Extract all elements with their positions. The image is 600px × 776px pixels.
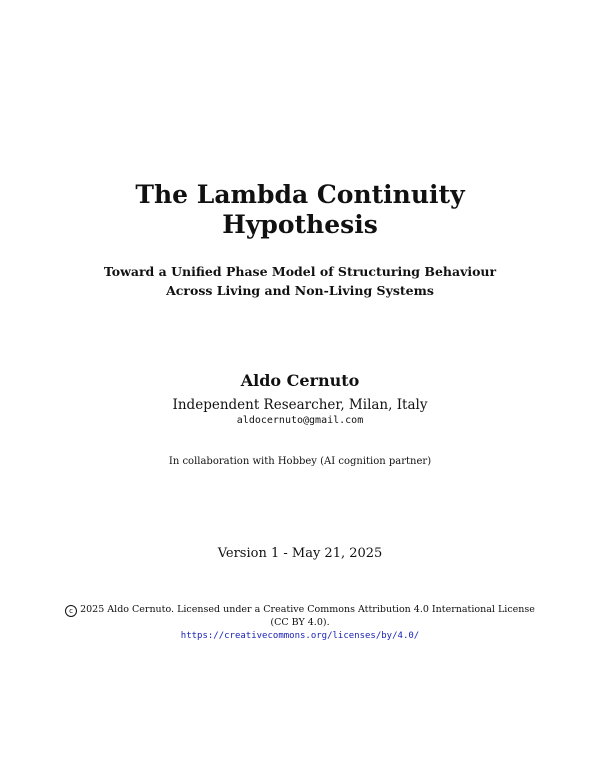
- paper-title-line-1: The Lambda Continuity: [135, 180, 465, 209]
- author-email: aldocernuto@gmail.com: [236, 415, 364, 426]
- paper-title: [0, 180, 600, 240]
- author-affiliation: Independent Researcher, Milan, Italy: [172, 397, 428, 413]
- paper-subtitle-line-1: Toward a Unified Phase Model of Structuring Behaviour: [103, 264, 497, 279]
- copyright-icon: c: [65, 605, 77, 617]
- paper-subtitle: [0, 262, 600, 300]
- collaboration-note: In collaboration with Hobbey (AI cognition partner): [168, 456, 432, 467]
- license-url-link[interactable]: https://creativecommons.org/licenses/by/4.0/: [180, 630, 420, 641]
- license-notice: [0, 604, 600, 642]
- paper-subtitle-line-2: Across Living and Non-Living Systems: [166, 283, 434, 298]
- author-name: Aldo Cernuto: [240, 371, 360, 390]
- license-line-2: (CC BY 4.0).: [270, 617, 330, 628]
- license-line-1: [0, 604, 600, 617]
- license-text: 2025 Aldo Cernuto. Licensed under a Creative Commons Attribution 4.0 International License: [80, 604, 535, 615]
- version-date: Version 1 - May 21, 2025: [217, 546, 383, 561]
- paper-title-line-2: Hypothesis: [222, 210, 378, 239]
